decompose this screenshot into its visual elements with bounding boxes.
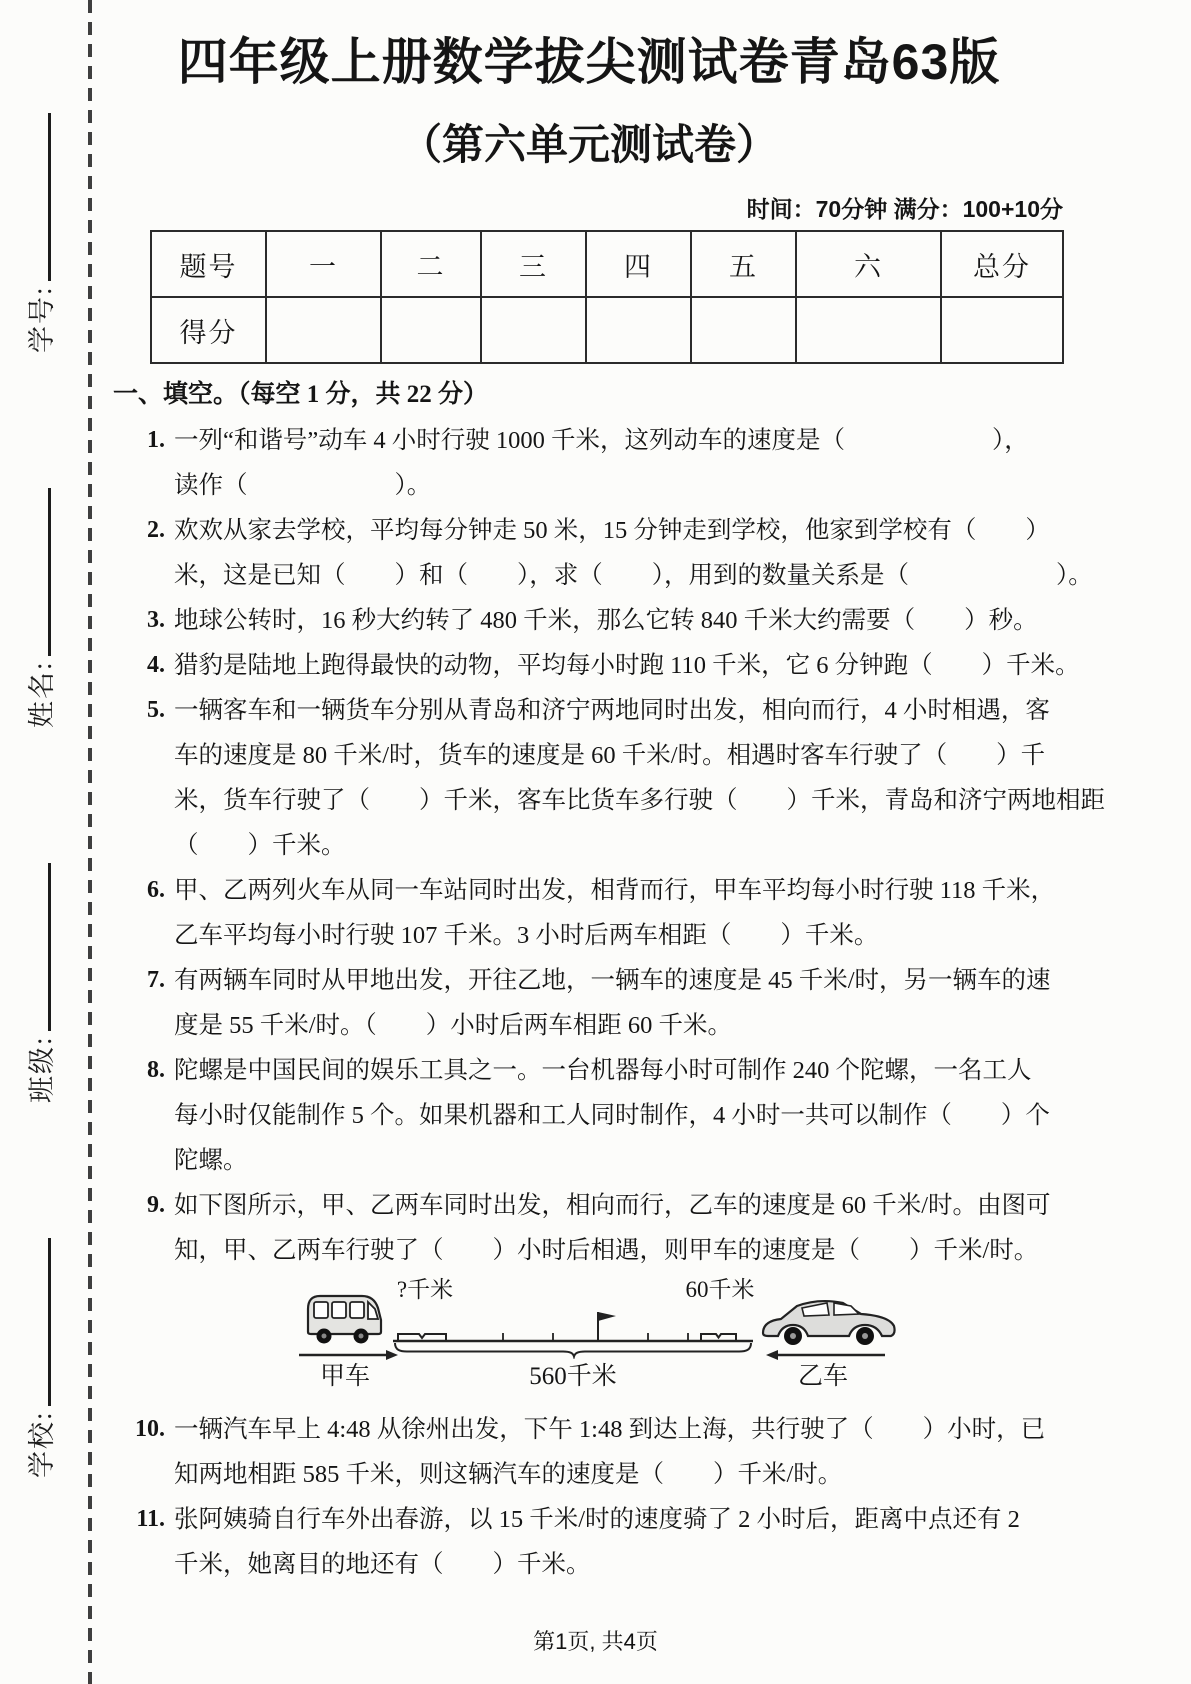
question-1	[113, 418, 1065, 508]
left-vehicle-label: 甲车	[319, 1363, 370, 1390]
question-text: 陀螺。	[174, 1147, 248, 1174]
score-empty-cell	[796, 297, 941, 363]
score-empty-cell	[941, 297, 1063, 363]
score-table-col: 六	[796, 231, 941, 297]
question-text: 陀螺是中国民间的娱乐工具之一。一台机器每小时可制作 240 个陀螺，一名工人	[174, 1057, 1032, 1084]
question-5	[113, 688, 1105, 868]
score-table-col: 二	[381, 231, 481, 297]
page-title: 四年级上册数学拔尖测试卷青岛63版	[177, 34, 1001, 90]
question-9	[113, 1183, 1065, 1273]
score-table-header-row	[151, 231, 1063, 297]
direction-arrow-left-icon	[765, 1349, 887, 1361]
question-text: 甲、乙两列火车从同一车站同时出发，相背而行，甲车平均每小时行驶 118 千米，	[174, 877, 1056, 904]
seal-dashed-line	[88, 0, 92, 1684]
score-table-col: 四	[586, 231, 691, 297]
question-text: 如下图所示，甲、乙两车同时出发，相向而行，乙车的速度是 60 千米/时。由图可	[174, 1192, 1051, 1219]
question-text: 度是 55 千米/时。（ ）小时后两车相距 60 千米。	[174, 1012, 733, 1039]
question-text: 知两地相距 585 千米，则这辆汽车的速度是（ ）千米/时。	[174, 1461, 843, 1488]
score-table-col: 一	[266, 231, 381, 297]
score-empty-cell	[691, 297, 796, 363]
student-id-field	[22, 113, 62, 353]
question-number: 1.	[147, 427, 165, 453]
question-text: 车的速度是 80 千米/时，货车的速度是 60 千米/时。相遇时客车行驶了（ ）千	[174, 742, 1046, 769]
question-text: 米，货车行驶了（ ）千米，客车比货车多行驶（ ）千米，青岛和济宁两地相距	[174, 787, 1105, 814]
question-6	[113, 868, 1065, 958]
question-number: 2.	[147, 517, 165, 543]
question-number: 10.	[135, 1416, 165, 1442]
question-number: 9.	[147, 1192, 165, 1218]
score-table	[150, 230, 1064, 364]
total-distance-label: 560千米	[529, 1363, 617, 1390]
question-text: 一辆汽车早上 4:48 从徐州出发，下午 1:48 到达上海，共行驶了（ ）小时，已	[174, 1416, 1046, 1443]
score-empty-cell	[266, 297, 381, 363]
question-2	[113, 508, 1093, 598]
flag-icon	[598, 1312, 616, 1341]
score-table-corner-cell: 题号	[151, 231, 266, 297]
page-subtitle: （第六单元测试卷）	[399, 121, 778, 168]
question-text: （ ）千米。	[174, 832, 346, 859]
question-text: 每小时仅能制作 5 个。如果机器和工人同时制作，4 小时一共可以制作（ ）个	[174, 1102, 1050, 1129]
question-number: 4.	[147, 652, 165, 678]
q9-diagram	[293, 1277, 933, 1401]
score-table-col: 总分	[941, 231, 1063, 297]
question-number: 11.	[136, 1506, 165, 1532]
question-number: 7.	[147, 967, 165, 993]
right-vehicle-label: 乙车	[797, 1363, 848, 1390]
question-text: 米，这是已知（ ）和（ ），求（ ），用到的数量关系是（ ）。	[174, 562, 1093, 589]
score-table-score-row	[151, 297, 1063, 363]
section-heading: 一、填空。（每空 1 分，共 22 分）	[113, 381, 489, 408]
question-text: 有两辆车同时从甲地出发，开往乙地，一辆车的速度是 45 千米/时，另一辆车的速	[174, 967, 1051, 994]
unknown-distance-label: ?千米	[396, 1277, 454, 1302]
student-id-label: 学号:	[27, 285, 57, 353]
score-table-col: 五	[691, 231, 796, 297]
question-number: 3.	[147, 607, 165, 633]
student-class-field	[22, 863, 62, 1103]
question-10	[113, 1407, 1065, 1497]
right-distance-label: 60千米	[685, 1277, 755, 1302]
question-text: 地球公转时，16 秒大约转了 480 千米，那么它转 840 千米大约需要（ ）秒。	[174, 607, 1038, 634]
student-class-blank-line	[34, 863, 51, 1031]
student-class-label: 班级:	[27, 1035, 57, 1103]
question-text: 知，甲、乙两车行驶了（ ）小时后相遇，则甲车的速度是（ ）千米/时。	[174, 1237, 1039, 1264]
question-11	[113, 1497, 1065, 1587]
bus-icon	[301, 1287, 389, 1347]
score-empty-cell	[481, 297, 586, 363]
question-text: 读作（ ）。	[174, 472, 432, 499]
student-name-label: 姓名:	[27, 660, 57, 728]
question-number: 8.	[147, 1057, 165, 1083]
road-diagram	[393, 1303, 753, 1359]
question-number: 5.	[147, 697, 165, 723]
question-text: 猎豹是陆地上跑得最快的动物，平均每小时跑 110 千米，它 6 分钟跑（ ）千米。	[174, 652, 1080, 679]
exam-content	[113, 30, 1105, 1587]
student-name-field	[22, 488, 62, 728]
page-footer: 第1页, 共4页	[533, 1629, 658, 1654]
student-school-blank-line	[34, 1238, 51, 1406]
question-text: 张阿姨骑自行车外出春游，以 15 千米/时的速度骑了 2 小时后，距离中点还有 2	[174, 1506, 1020, 1533]
fill-in-questions	[113, 418, 1105, 1587]
score-table-col: 三	[481, 231, 586, 297]
student-school-label: 学校:	[27, 1410, 57, 1478]
student-name-blank-line	[34, 488, 51, 656]
question-3	[113, 598, 1065, 643]
score-empty-cell	[586, 297, 691, 363]
question-text: 千米，她离目的地还有（ ）千米。	[174, 1551, 591, 1578]
question-4	[113, 643, 1080, 688]
score-row-label-cell: 得分	[151, 297, 266, 363]
question-text: 一列“和谐号”动车 4 小时行驶 1000 千米，这列动车的速度是（ ），	[174, 427, 1029, 454]
question-text: 乙车平均每小时行驶 107 千米。3 小时后两车相距（ ）千米。	[174, 922, 879, 949]
student-school-field	[22, 1238, 62, 1478]
student-id-blank-line	[34, 113, 51, 281]
direction-arrow-right-icon	[297, 1349, 399, 1361]
question-8	[113, 1048, 1065, 1183]
question-text: 欢欢从家去学校，平均每分钟走 50 米，15 分钟走到学校，他家到学校有（ ）	[174, 517, 1050, 544]
car-icon	[755, 1291, 901, 1349]
question-number: 6.	[147, 877, 165, 903]
score-empty-cell	[381, 297, 481, 363]
exam-time-score-info: 时间：70分钟 满分：100+10分	[746, 196, 1063, 222]
question-text: 一辆客车和一辆货车分别从青岛和济宁两地同时出发，相向而行，4 小时相遇，客	[174, 697, 1050, 724]
question-7	[113, 958, 1065, 1048]
